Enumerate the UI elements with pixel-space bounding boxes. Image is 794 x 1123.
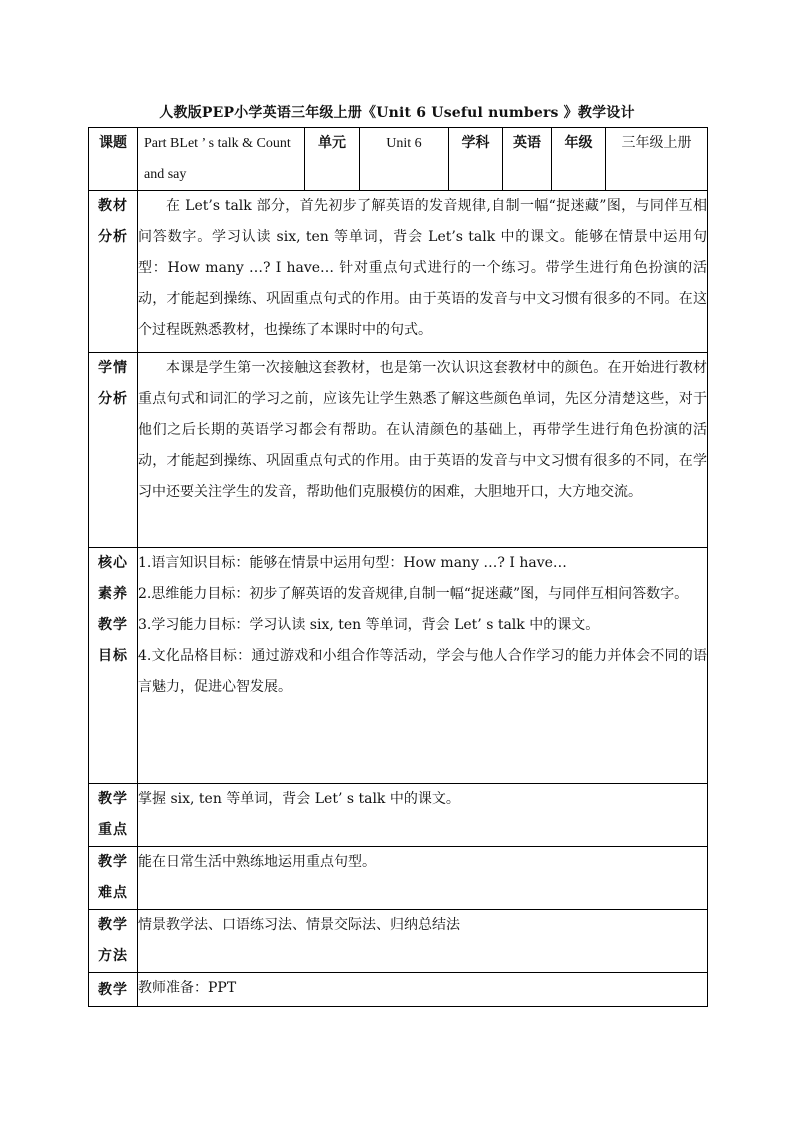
goal-item: 2.思维能力目标：初步了解英语的发音规律,自制一幅“捉迷藏”图，与同伴互相问答数字。 <box>138 586 689 602</box>
difficulties-label: 教学 难点 <box>89 847 138 910</box>
student-analysis-label: 学情 分析 <box>89 353 138 548</box>
difficulties-content <box>138 847 708 910</box>
core-goals-row <box>89 548 708 784</box>
unit-value: Unit 6 <box>360 128 449 191</box>
methods-content <box>138 910 708 973</box>
material-analysis-content <box>138 191 708 353</box>
preparation-text: 教师准备：PPT <box>138 980 237 996</box>
unit-label: 单元 <box>305 128 360 191</box>
goal-item: 4.文化品格目标：通过游戏和小组合作等活动，学会与他人合作学习的能力并体会不同的语言魅力，促进心智发展。 <box>138 648 707 695</box>
student-analysis-text: 本课是学生第一次接触这套教材，也是第一次认识这套教材中的颜色。在开始进行教材重点句式和词汇的学习之前，应该先让学生熟悉了解这些颜色单词，先区分清楚这些，对于他们之后长期的英语学习都会有帮助。在认清颜色的基础上，再带学生进行角色扮演的活动，才能起到操练、巩固重点句式的作用。由于英语的发音与中文习惯有很多的不同，在学习中还要关注学生的发音，帮助他们克服模仿的困难，大胆地开口，大方地交流。 <box>138 360 707 500</box>
material-analysis-text: 在 Let’s talk 部分，首先初步了解英语的发音规律,自制一幅“捉迷藏”图，与同伴互相问答数字。学习认读 six, ten 等单词，背会 Let’s talk 中的课文。能够在情景中运用句型：How many …? I have… 针对重点句式进行的一个练习。带学生进行角色扮演的活动，才能起到操练、巩固重点句式的作用。由于英语的发音与中文习惯有很多的不同。在这个过程既熟悉教材，也操练了本课时中的句式。 <box>138 198 707 338</box>
core-goals-label: 核心 素养 教学 目标 <box>89 548 138 784</box>
goal-item: 3.学习能力目标：学习认读 six, ten 等单词，背会 Let’ s talk 中的课文。 <box>138 617 600 633</box>
subject-value: 英语 <box>503 128 552 191</box>
core-goals-content <box>138 548 708 784</box>
preparation-label: 教学 <box>89 973 138 1007</box>
difficulties-text: 能在日常生活中熟练地运用重点句型。 <box>138 854 376 870</box>
methods-text: 情景教学法、口语练习法、情景交际法、归纳总结法 <box>138 917 460 933</box>
topic-label: 课题 <box>89 128 138 191</box>
student-analysis-content <box>138 353 708 548</box>
methods-label: 教学 方法 <box>89 910 138 973</box>
subject-label: 学科 <box>449 128 503 191</box>
methods-row <box>89 910 708 973</box>
grade-value: 三年级上册 <box>606 128 708 191</box>
lesson-plan-table <box>88 127 708 1007</box>
key-points-label: 教学 重点 <box>89 784 138 847</box>
student-analysis-row <box>89 353 708 548</box>
key-points-row <box>89 784 708 847</box>
material-analysis-label: 教材 分析 <box>89 191 138 353</box>
preparation-content <box>138 973 708 1007</box>
key-points-text: 掌握 six, ten 等单词，背会 Let’ s talk 中的课文。 <box>138 791 460 807</box>
grade-label: 年级 <box>552 128 606 191</box>
difficulties-row <box>89 847 708 910</box>
topic-value: Part BLet ’ s talk & Count and say <box>138 128 305 191</box>
goal-item: 1.语言知识目标：能够在情景中运用句型：How many …? I have… <box>138 555 567 571</box>
key-points-content <box>138 784 708 847</box>
material-analysis-row <box>89 191 708 353</box>
document-title: 人教版PEP小学英语三年级上册《Unit 6 Useful numbers 》教学设计 <box>159 105 635 121</box>
header-row <box>89 128 708 191</box>
preparation-row <box>89 973 708 1007</box>
